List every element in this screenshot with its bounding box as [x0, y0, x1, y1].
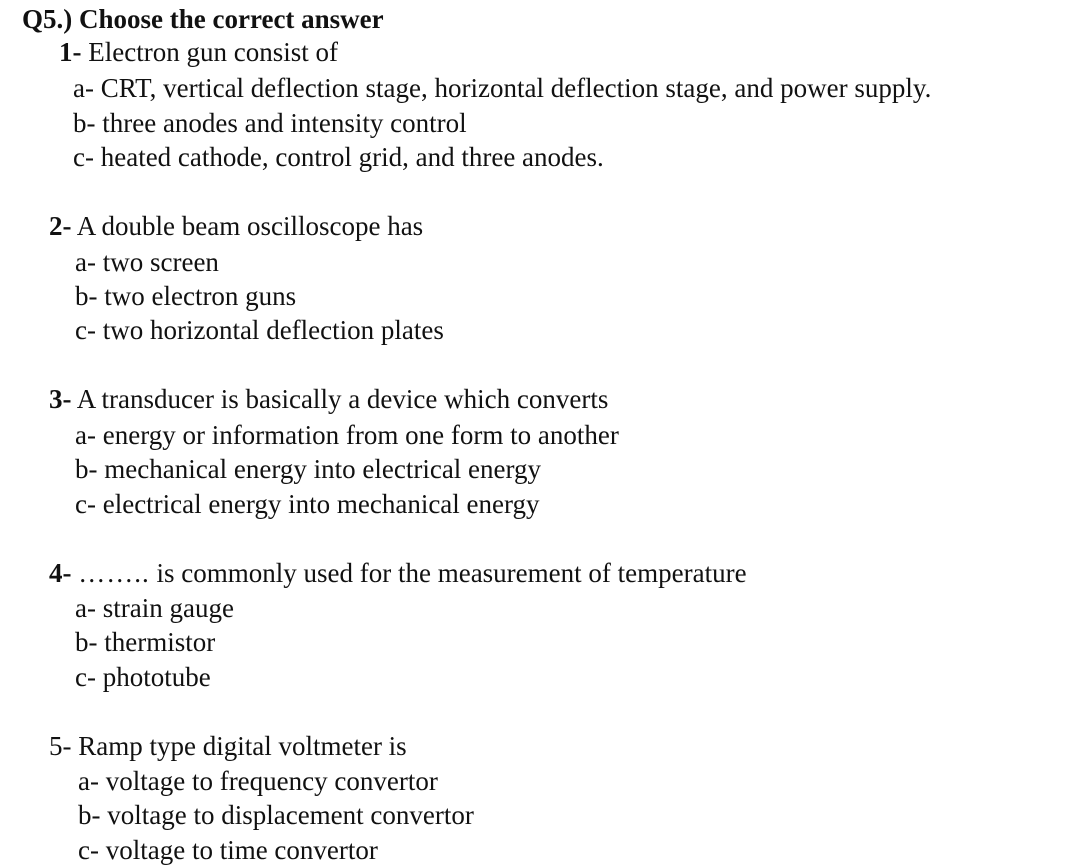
option-2c: c- two horizontal deflection plates — [75, 315, 444, 345]
option-2b: b- two electron guns — [75, 281, 297, 311]
option-3b: b- mechanical energy into electrical energy — [75, 454, 542, 484]
option-3a: a- energy or information from one form to another — [75, 420, 619, 450]
question-stem: Electron gun consist of — [88, 37, 338, 67]
question-stem: A double beam oscilloscope has — [76, 211, 424, 241]
option-1a: a- CRT, vertical deflection stage, horizontal deflection stage, and power supply. — [73, 73, 932, 103]
option-5a: a- voltage to frequency convertor — [78, 766, 438, 796]
option-4b: b- thermistor — [75, 627, 216, 657]
option-4a: a- strain gauge — [75, 593, 234, 623]
option-1b: b- three anodes and intensity control — [73, 108, 467, 138]
answer-blank: …….. — [78, 558, 150, 588]
question-3 — [49, 382, 608, 416]
option-5b: b- voltage to displacement convertor — [78, 800, 474, 830]
question-stem: Ramp type digital voltmeter is — [78, 731, 407, 761]
question-number: 1- — [59, 37, 82, 67]
question-stem: A transducer is basically a device which converts — [76, 384, 609, 414]
question-number: 2- — [49, 211, 72, 241]
question-number: 4- — [49, 558, 72, 588]
question-4 — [49, 556, 747, 590]
page-title: Q5.) Choose the correct answer — [22, 4, 384, 34]
option-3c: c- electrical energy into mechanical energy — [75, 489, 540, 519]
question-1 — [59, 35, 338, 69]
question-number: 5- — [49, 731, 72, 761]
question-stem: is commonly used for the measurement of temperature — [156, 558, 747, 588]
option-5c: c- voltage to time convertor — [78, 835, 378, 865]
question-5 — [49, 729, 407, 763]
option-2a: a- two screen — [75, 247, 219, 277]
question-2 — [49, 209, 423, 243]
option-1c: c- heated cathode, control grid, and three anodes. — [73, 142, 604, 172]
option-4c: c- phototube — [75, 662, 211, 692]
question-number: 3- — [49, 384, 72, 414]
